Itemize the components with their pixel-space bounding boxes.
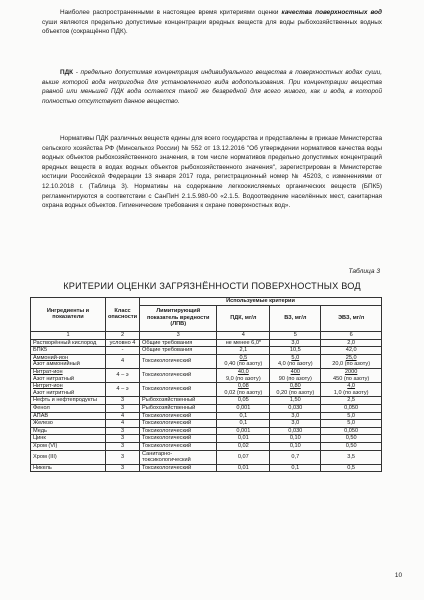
cell-value: Нитрат-ион [33, 368, 63, 375]
cell-lpv: Рыбохозяйственный [140, 404, 217, 412]
cell-pdk [217, 368, 270, 382]
cell-pdk: 0,1 [217, 412, 270, 420]
cell-cls: условно 4 [106, 339, 140, 347]
cell-lpv: Токсикологический [140, 435, 217, 443]
table-row [31, 442, 382, 450]
cell-lpv: Токсикологический [140, 412, 217, 420]
cell-value: 0,80 [289, 383, 301, 390]
cell-name [31, 383, 106, 397]
cell-name: Хром (VI) [31, 442, 106, 450]
header-criteria: Используемые критерии [140, 298, 382, 306]
cell-evz: 0,50 [321, 442, 382, 450]
cell-value: 0,5 [239, 354, 248, 361]
table-row [31, 339, 382, 347]
cell-name: Хром (III) [31, 450, 106, 464]
cell-name: Цинк [31, 435, 106, 443]
cell-cls: 3 [106, 397, 140, 405]
table-body [31, 339, 382, 472]
cell-evz: 0,050 [321, 427, 382, 435]
cell-evz: 3,5 [321, 450, 382, 464]
cell-name: Нефть и нефтепродукты [31, 397, 106, 405]
cell-evz [321, 383, 382, 397]
table-row [31, 464, 382, 472]
cell-value-secondary: 20,0 (по азоту) [332, 361, 371, 368]
cell-evz: 0,050 [321, 404, 382, 412]
cell-name: БПК5 [31, 347, 106, 355]
cell-vz: 0,030 [270, 427, 321, 435]
cell-name: Медь [31, 427, 106, 435]
cell-pdk: 0,001 [217, 404, 270, 412]
cell-lpv: Токсикологический [140, 354, 217, 368]
cell-value-secondary: Азот нитритный [33, 389, 75, 396]
header-class: Класс опасности [106, 298, 140, 332]
cell-name: Железо [31, 420, 106, 428]
cell-lpv: Токсикологический [140, 383, 217, 397]
cell-value: Нитрит-ион [33, 383, 63, 390]
cell-vz: 0,1 [270, 464, 321, 472]
cell-evz: 0,5 [321, 464, 382, 472]
cell-cls: 3 [106, 464, 140, 472]
table-row [31, 397, 382, 405]
cell-value-secondary: 0,20 (по азоту) [276, 389, 315, 396]
norms-text: Нормативы ПДК различных веществ едины для всего государства и представлены в приказе Министерства сельского хозяйства РФ (Минсельхоз России) № 552 от 13.12.2016 "Об утверждении нормативов качества воды водных объектов рыбохозяйственного значения, в том числе нормативов предельно допустимых концентраций вредных веществ в водах водных объектов рыбохозяйственного значения", зарегистрирован в Министерстве юстиции Российской Федерации 13 января 2017 года, регистрационный номер № 45203, с изменениями от 12.10.2018 г. (Таблица 3). Нормативы на содержание легкоокисляемых органических веществ (БПК5) регламентируются в соответствии с СанПиН 2.1.5.980-00 «2.1.5. Водоотведение населённых мест, санитарная охрана водных объектов. Гигиенические требования к охране поверхностных вод». [42, 135, 382, 210]
cell-evz [321, 354, 382, 368]
table-row [31, 435, 382, 443]
cell-pdk: 0,1 [217, 420, 270, 428]
cell-lpv: Токсикологический [140, 442, 217, 450]
cell-pdk: 0,01 [217, 464, 270, 472]
cell-pdk: 0,01 [217, 435, 270, 443]
cell-vz: 0,10 [270, 435, 321, 443]
cell-value-secondary: 0,02 (по азоту) [224, 389, 263, 396]
cell-value: 400 [290, 368, 300, 375]
col-number: 4 [217, 331, 270, 339]
cell-lpv: Токсикологический [140, 427, 217, 435]
cell-name [31, 354, 106, 368]
table-row [31, 383, 382, 397]
intro-text-end: суши являются предельно допустимые концентрации вредных веществ для воды рыбохозяйственных водных объектов (сокращённо ПДК). [42, 18, 382, 36]
cell-name: Растворённый кислород [31, 339, 106, 347]
cell-vz [270, 354, 321, 368]
table-row [31, 420, 382, 428]
cell-vz: 0,030 [270, 404, 321, 412]
cell-value-secondary: Азот нитратный [33, 375, 75, 382]
page-number: 10 [394, 572, 402, 579]
cell-evz: 42,0 [321, 347, 382, 355]
cell-pdk: 0,07 [217, 450, 270, 464]
pdk-definition-paragraph [42, 68, 382, 106]
table-row [31, 450, 382, 464]
cell-evz: 5,0 [321, 420, 382, 428]
cell-pdk: 2,1 [217, 347, 270, 355]
intro-emphasis: качества поверхностных вод [281, 9, 383, 16]
cell-vz: 10,5 [270, 347, 321, 355]
pdk-definition: - предельно допустимая концентрация индивидуального вещества в поверхностных водах суши, выше которой вода непригодна для установленного вида водопользования. При концентрации вещества равной или меньшей ПДК вода остается такой же безвредной для всего живого, как и вода, в которой полностью отсутствует данное вещество. [42, 69, 382, 105]
header-vz: ВЗ, мг/л [270, 305, 321, 331]
norms-paragraph [42, 134, 382, 211]
col-number: 5 [270, 331, 321, 339]
cell-lpv: Общие требования [140, 339, 217, 347]
table-row [31, 412, 382, 420]
cell-value: 0,08 [237, 383, 249, 390]
cell-value-secondary: 9,0 (по азоту) [225, 375, 261, 382]
col-number: 3 [140, 331, 217, 339]
cell-pdk [217, 383, 270, 397]
cell-value-secondary: 0,40 (по азоту) [224, 361, 263, 368]
cell-value: 40,0 [237, 368, 249, 375]
table-reference: Таблица 3 [348, 268, 380, 275]
cell-cls: 3 [106, 450, 140, 464]
intro-text: Наиболее распространенными в настоящее время критериями оценки [60, 9, 282, 16]
table-row [31, 427, 382, 435]
cell-value: 25,0 [345, 354, 357, 361]
table-row [31, 368, 382, 382]
pdk-term: ПДК [60, 69, 74, 76]
cell-value-secondary: 4,0 (по азоту) [277, 361, 313, 368]
cell-cls: 3 [106, 435, 140, 443]
cell-cls: 4 – э [106, 383, 140, 397]
cell-value-secondary: Азот аммонийный [33, 361, 80, 368]
cell-cls: 3 [106, 427, 140, 435]
cell-evz: 0,50 [321, 435, 382, 443]
cell-cls: 4 [106, 354, 140, 368]
cell-value-secondary: 90 (по азоту) [278, 375, 312, 382]
cell-vz: 0,10 [270, 442, 321, 450]
cell-vz: 0,7 [270, 450, 321, 464]
cell-lpv: Токсикологический [140, 368, 217, 382]
cell-evz: 2,5 [321, 397, 382, 405]
table-row [31, 354, 382, 368]
cell-name [31, 368, 106, 382]
cell-vz: 3,0 [270, 420, 321, 428]
cell-vz: 3,0 [270, 412, 321, 420]
cell-evz: 2,0 [321, 339, 382, 347]
cell-value: Аммоний-ион [33, 354, 69, 361]
cell-vz: 1,50 [270, 397, 321, 405]
col-number: 6 [321, 331, 382, 339]
cell-name: АПАВ [31, 412, 106, 420]
cell-pdk: 0,05 [217, 397, 270, 405]
header-evz: ЭВЗ, мг/л [321, 305, 382, 331]
cell-vz [270, 368, 321, 382]
cell-lpv: Токсикологический [140, 420, 217, 428]
header-ingredient: Ингредиенты и показатели [31, 298, 106, 332]
cell-vz [270, 383, 321, 397]
cell-pdk [217, 354, 270, 368]
column-number-row [31, 331, 382, 339]
cell-vz: 3,0 [270, 339, 321, 347]
cell-name: Никель [31, 464, 106, 472]
cell-lpv: Рыбохозяйственный [140, 397, 217, 405]
cell-cls: 3 [106, 404, 140, 412]
cell-pdk: не менее 6,0* [217, 339, 270, 347]
table-row [31, 347, 382, 355]
criteria-table [30, 297, 382, 472]
header-lpv: Лимитирующий показатель вредности (ЛПВ) [140, 305, 217, 331]
cell-lpv: Токсикологический [140, 464, 217, 472]
table-title: КРИТЕРИИ ОЦЕНКИ ЗАГРЯЗНЁННОСТИ ПОВЕРХНОСТНЫХ ВОД [63, 281, 361, 291]
col-number: 1 [31, 331, 106, 339]
cell-evz: 5,0 [321, 412, 382, 420]
cell-lpv: Санитарно-токсикологический [140, 450, 217, 464]
cell-cls: 3 [106, 442, 140, 450]
cell-value-secondary: 450 (по азоту) [333, 375, 370, 382]
header-pdk: ПДК, мг/л [217, 305, 270, 331]
cell-lpv: Общие требования [140, 347, 217, 355]
cell-cls: 4 [106, 420, 140, 428]
cell-value: 4,0 [347, 383, 356, 390]
cell-value: 5,0 [291, 354, 300, 361]
col-number: 2 [106, 331, 140, 339]
cell-value: 2000 [344, 368, 358, 375]
cell-cls: 4 – э [106, 368, 140, 382]
cell-pdk: 0,02 [217, 442, 270, 450]
table-row [31, 404, 382, 412]
cell-evz [321, 368, 382, 382]
intro-paragraph [42, 8, 382, 37]
cell-cls: - [106, 347, 140, 355]
cell-name: Фенол [31, 404, 106, 412]
cell-value-secondary: 1,0 (по азоту) [333, 389, 369, 396]
cell-cls: 4 [106, 412, 140, 420]
cell-pdk: 0,001 [217, 427, 270, 435]
